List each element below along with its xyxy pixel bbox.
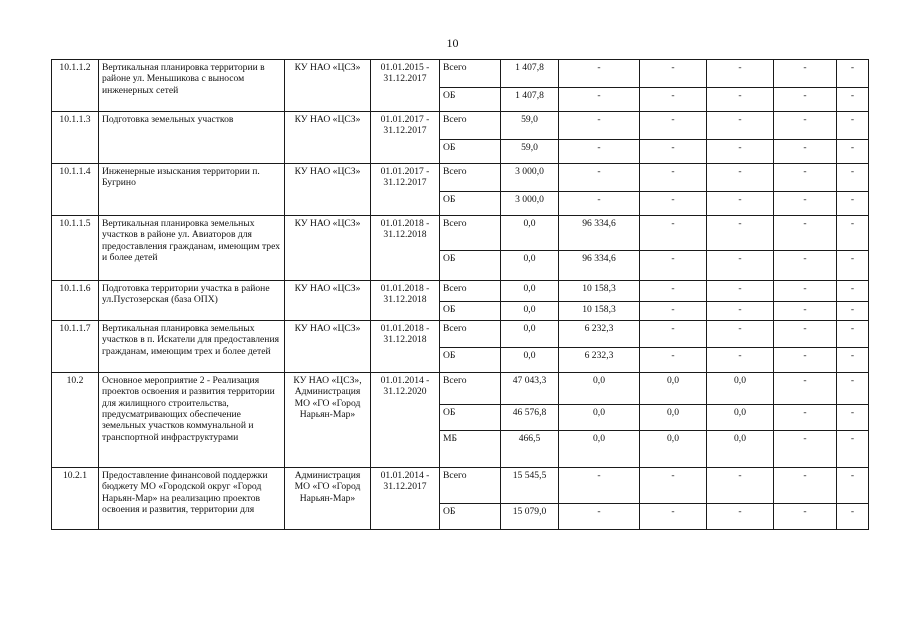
year-value: 96 334,6 [559,216,640,251]
year-value: - [707,112,774,140]
year-value: - [837,251,869,281]
program-table [51,59,869,530]
year-value: 10 158,3 [559,281,640,302]
total-amount: 3 000,0 [501,192,559,216]
table-row [52,468,869,504]
total-amount: 0,0 [501,302,559,321]
year-value: - [774,405,837,431]
year-value: - [707,281,774,302]
page-number: 10 [446,36,459,50]
year-value: 0,0 [707,373,774,405]
year-value: - [559,112,640,140]
period: 01.01.2015 - 31.12.2017 [371,60,440,112]
year-value: - [837,164,869,192]
table-row [52,164,869,192]
total-amount: 3 000,0 [501,164,559,192]
funding-source: ОБ [440,88,501,112]
year-value: - [774,373,837,405]
year-value: - [837,431,869,468]
total-amount: 47 043,3 [501,373,559,405]
total-amount: 15 545,5 [501,468,559,504]
period: 01.01.2014 - 31.12.2017 [371,468,440,530]
year-value: - [640,504,707,530]
year-value: - [837,405,869,431]
year-value: - [837,321,869,348]
item-name: Вертикальная планировка земельных участков в районе ул. Авиаторов для предоставления гражданам, имеющим трех и более детей [99,216,285,281]
year-value: - [774,348,837,373]
table-row [52,281,869,302]
item-code: 10.1.1.3 [52,112,99,164]
year-value: - [837,192,869,216]
funding-source: Всего [440,373,501,405]
table-row [52,373,869,405]
total-amount: 0,0 [501,281,559,302]
year-value: - [837,112,869,140]
year-value: - [640,164,707,192]
year-value: - [774,88,837,112]
year-value: - [640,60,707,88]
year-value: - [640,468,707,504]
item-code: 10.2 [52,373,99,468]
year-value: - [837,468,869,504]
year-value: - [707,164,774,192]
table-row [52,321,869,348]
table-body [52,60,869,530]
period: 01.01.2018 - 31.12.2018 [371,281,440,321]
year-value: 6 232,3 [559,321,640,348]
year-value: - [837,60,869,88]
responsible-org: КУ НАО «ЦСЗ» [285,112,371,164]
responsible-org: КУ НАО «ЦСЗ» [285,164,371,216]
year-value: - [707,192,774,216]
year-value: 0,0 [640,373,707,405]
total-amount: 0,0 [501,348,559,373]
year-value: 96 334,6 [559,251,640,281]
year-value: 10 158,3 [559,302,640,321]
responsible-org: КУ НАО «ЦСЗ» [285,216,371,281]
year-value: - [640,321,707,348]
item-name: Вертикальная планировка территории в районе ул. Меньшикова с выносом инженерных сетей [99,60,285,112]
item-code: 10.2.1 [52,468,99,530]
funding-source: Всего [440,60,501,88]
funding-source: ОБ [440,140,501,164]
item-name: Вертикальная планировка земельных участков в п. Искатели для предоставления гражданам, имеющим трех и более детей [99,321,285,373]
year-value: - [707,88,774,112]
year-value: - [837,216,869,251]
period: 01.01.2018 - 31.12.2018 [371,216,440,281]
responsible-org: КУ НАО «ЦСЗ» [285,321,371,373]
year-value: - [837,140,869,164]
item-code: 10.1.1.2 [52,60,99,112]
total-amount: 0,0 [501,321,559,348]
funding-source: Всего [440,281,501,302]
year-value: - [707,302,774,321]
year-value: - [640,192,707,216]
item-code: 10.1.1.6 [52,281,99,321]
year-value: - [707,251,774,281]
responsible-org: Администрация МО «ГО «Город Нарьян-Мар» [285,468,371,530]
funding-source: ОБ [440,405,501,431]
year-value: - [559,504,640,530]
responsible-org: КУ НАО «ЦСЗ» [285,60,371,112]
period: 01.01.2017 - 31.12.2017 [371,164,440,216]
year-value: - [640,140,707,164]
total-amount: 1 407,8 [501,88,559,112]
funding-source: Всего [440,321,501,348]
year-value: - [640,281,707,302]
funding-source: МБ [440,431,501,468]
year-value: - [707,468,774,504]
year-value: - [837,348,869,373]
year-value: - [640,216,707,251]
funding-source: ОБ [440,302,501,321]
year-value: - [837,281,869,302]
item-name: Основное мероприятие 2 - Реализация проектов освоения и развития территории для жилищного строительства, предусматривающих обеспечение земельных участков коммунальной и транспортной инфраструктурами [99,373,285,468]
period: 01.01.2017 - 31.12.2017 [371,112,440,164]
total-amount: 466,5 [501,431,559,468]
year-value: - [559,60,640,88]
year-value: - [774,504,837,530]
year-value: - [559,88,640,112]
year-value: - [774,281,837,302]
year-value: 0,0 [640,431,707,468]
year-value: - [774,216,837,251]
year-value: - [640,88,707,112]
item-name: Подготовка территории участка в районе ул.Пустозерская (база ОПХ) [99,281,285,321]
year-value: - [837,88,869,112]
year-value: - [640,251,707,281]
year-value: 0,0 [559,405,640,431]
responsible-org: КУ НАО «ЦСЗ» [285,281,371,321]
year-value: - [774,321,837,348]
year-value: 0,0 [707,405,774,431]
year-value: 0,0 [559,373,640,405]
funding-source: Всего [440,216,501,251]
year-value: - [837,302,869,321]
year-value: 0,0 [707,431,774,468]
year-value: - [774,302,837,321]
year-value: 0,0 [640,405,707,431]
year-value: - [837,373,869,405]
year-value: - [559,164,640,192]
year-value: - [707,60,774,88]
year-value: - [559,468,640,504]
year-value: - [837,504,869,530]
item-name: Предоставление финансовой поддержки бюджету МО «Городской округ «Город Нарьян-Мар» на реализацию проектов освоения и развития, территории для [99,468,285,530]
total-amount: 0,0 [501,216,559,251]
year-value: - [774,112,837,140]
funding-source: ОБ [440,251,501,281]
item-name: Подготовка земельных участков [99,112,285,164]
year-value: - [774,431,837,468]
table-row [52,216,869,251]
funding-source: Всего [440,112,501,140]
period: 01.01.2018 - 31.12.2018 [371,321,440,373]
funding-source: ОБ [440,348,501,373]
year-value: - [774,468,837,504]
year-value: - [774,192,837,216]
total-amount: 0,0 [501,251,559,281]
table-row [52,112,869,140]
total-amount: 59,0 [501,112,559,140]
period: 01.01.2014 - 31.12.2020 [371,373,440,468]
funding-source: ОБ [440,192,501,216]
total-amount: 59,0 [501,140,559,164]
year-value: - [559,192,640,216]
total-amount: 1 407,8 [501,60,559,88]
year-value: - [707,216,774,251]
item-name: Инженерные изыскания территории п. Бугрино [99,164,285,216]
year-value: - [707,140,774,164]
year-value: - [707,321,774,348]
year-value: - [559,140,640,164]
funding-source: ОБ [440,504,501,530]
year-value: - [640,348,707,373]
item-code: 10.1.1.4 [52,164,99,216]
year-value: - [707,504,774,530]
year-value: 0,0 [559,431,640,468]
year-value: - [640,112,707,140]
year-value: - [774,251,837,281]
table-row [52,60,869,88]
year-value: - [707,348,774,373]
total-amount: 46 576,8 [501,405,559,431]
item-code: 10.1.1.5 [52,216,99,281]
funding-source: Всего [440,164,501,192]
responsible-org: КУ НАО «ЦСЗ», Администрация МО «ГО «Город Нарьян-Мар» [285,373,371,468]
year-value: - [774,164,837,192]
funding-source: Всего [440,468,501,504]
year-value: - [640,302,707,321]
year-value: 6 232,3 [559,348,640,373]
total-amount: 15 079,0 [501,504,559,530]
year-value: - [774,140,837,164]
item-code: 10.1.1.7 [52,321,99,373]
year-value: - [774,60,837,88]
